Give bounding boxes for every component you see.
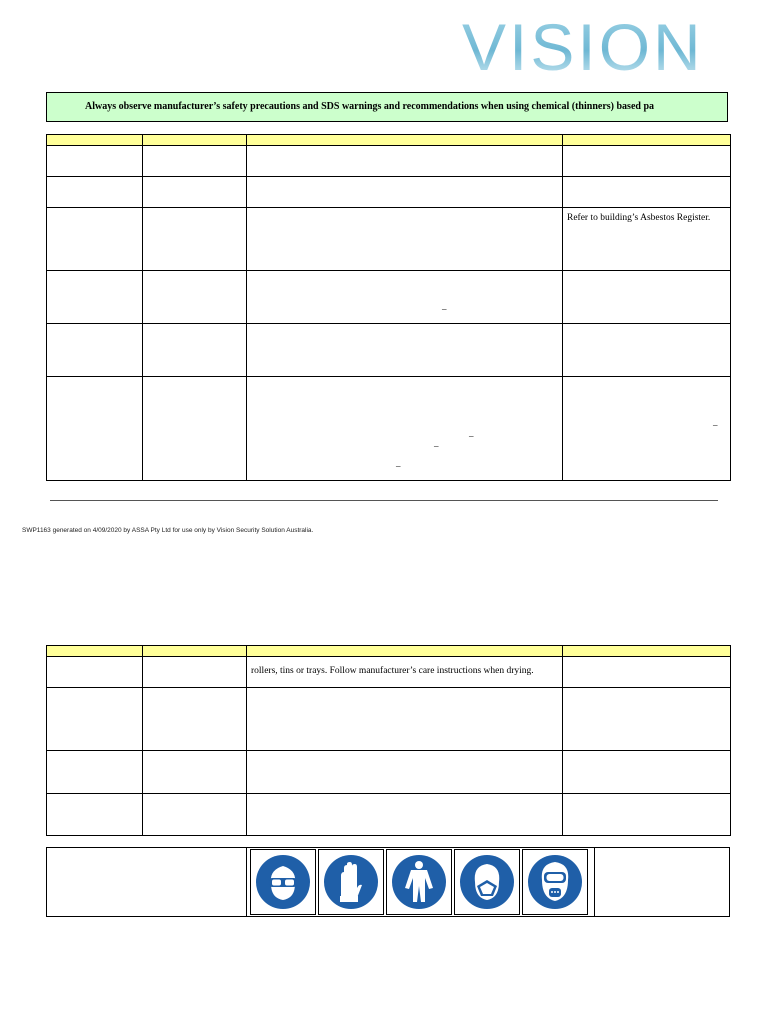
drying-instruction-text: rollers, tins or trays. Follow manufacturer’s care instructions when drying.	[251, 666, 534, 676]
table-row	[47, 146, 731, 177]
dash-mark: –	[396, 461, 401, 471]
page-divider	[50, 500, 718, 501]
table-row	[47, 177, 731, 208]
vision-logo: VISION	[462, 10, 712, 84]
protective-clothing-icon	[386, 849, 452, 915]
hand-protection-icon	[318, 849, 384, 915]
safety-notice: Always observe manufacturer’s safety precautions and SDS warnings and recommendations when using chemical (thinners) based pa	[46, 92, 728, 122]
divider	[594, 848, 595, 916]
eye-protection-icon	[250, 849, 316, 915]
document-footer: SWP1163 generated on 4/09/2020 by ASSA Pty Ltd for use only by Vision Security Solution Australia.	[22, 527, 314, 534]
table-row	[47, 377, 731, 481]
asbestos-register-note: Refer to building’s Asbestos Register.	[567, 213, 711, 223]
dash-mark: –	[442, 304, 447, 314]
table-row	[47, 657, 731, 688]
table-header-row	[47, 135, 731, 146]
table-row	[47, 751, 731, 794]
table-row	[47, 688, 731, 751]
ppe-panel	[46, 847, 730, 917]
respirator-mask-icon	[454, 849, 520, 915]
dash-mark: –	[434, 441, 439, 451]
dash-mark: –	[713, 420, 718, 430]
full-face-respirator-icon	[522, 849, 588, 915]
divider	[246, 848, 247, 916]
table-row	[47, 271, 731, 324]
ppe-icon-row	[250, 848, 590, 915]
table-row	[47, 324, 731, 377]
table-row	[47, 208, 731, 271]
table-row	[47, 794, 731, 836]
hazard-table-2	[46, 645, 731, 836]
dash-mark: –	[469, 431, 474, 441]
table-header-row	[47, 646, 731, 657]
hazard-table-1	[46, 134, 731, 481]
